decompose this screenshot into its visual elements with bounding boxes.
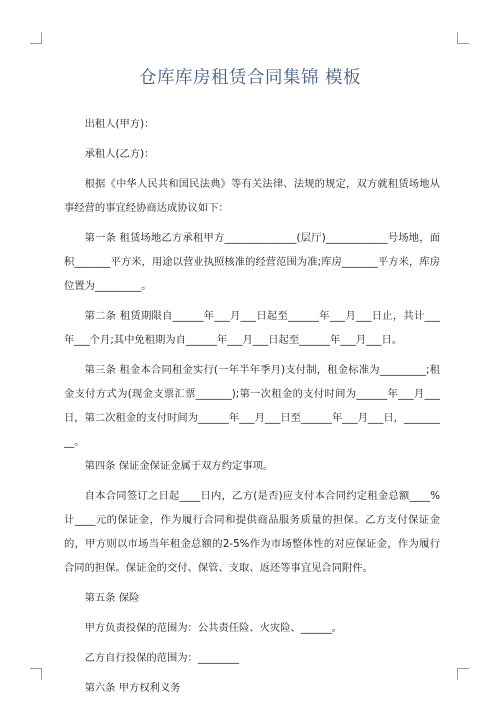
paragraph-lessor-insurance: 甲方负责投保的范围为：公共责任险、火灾险、______。 [84,622,343,634]
paragraph-article-3: 第三条 租金本合同租金实行(一年半年季月)支付制，租金标准为_________;租金支付方式为(现金支票汇票_______);第一次租金的支付时间为______年___月___日，第二次租金的支付时间为______年___月___日至______年___月___日，_________。 [64,364,440,448]
paragraph-lessee-insurance: 乙方自行投保的范围为：________ [84,652,240,664]
crop-mark-top-left [30,32,42,44]
paragraph-article-2: 第二条 租赁期限自______年___月___日起至______年___月___日止，共计___年___个月;其中免租期为自______年___月___日起至______年___月___日。 [64,310,440,346]
paragraph-article-5: 第五条 保险 [84,592,140,604]
paragraph-preamble: 根据《中华人民共和国民法典》等有关法律、法规的规定，双方就租赁场地从事经营的事宜经协商达成协议如下： [64,178,440,214]
crop-mark-bottom-left [30,668,42,680]
crop-mark-bottom-right [457,668,469,680]
paragraph-article-6: 第六条 甲方权利义务 [84,682,181,694]
paragraph-article-4: 第四条 保证金保证金属于双方约定事项。 [84,460,274,472]
crop-mark-top-right [457,32,469,44]
document-body [64,112,440,700]
paragraph-lessee: 承租人(乙方)： [84,148,155,160]
document-title: 仓库库房租赁合同集锦 模板 [138,68,362,88]
paragraph-deposit: 自本合同签订之日起____日内，乙方(是否)应支付本合同约定租金总额____%计____元的保证金，作为履行合同和提供商品服务质量的担保。乙方支付保证金的，甲方则以市场当年租金总额的2-5%作为市场整体性的对应保证金，作为履行合同的担保。保证金的交付、保管、支取、返还等事宜见合同附件。 [64,490,440,574]
paragraph-lessor: 出租人(甲方)： [84,118,155,130]
paragraph-article-1: 第一条 租赁场地乙方承租甲方______________(层厅)____________号场地，面积_______平方米，用途以营业执照核准的经营范围为准;库房_______平方米，库房位置为_________。 [64,232,440,292]
